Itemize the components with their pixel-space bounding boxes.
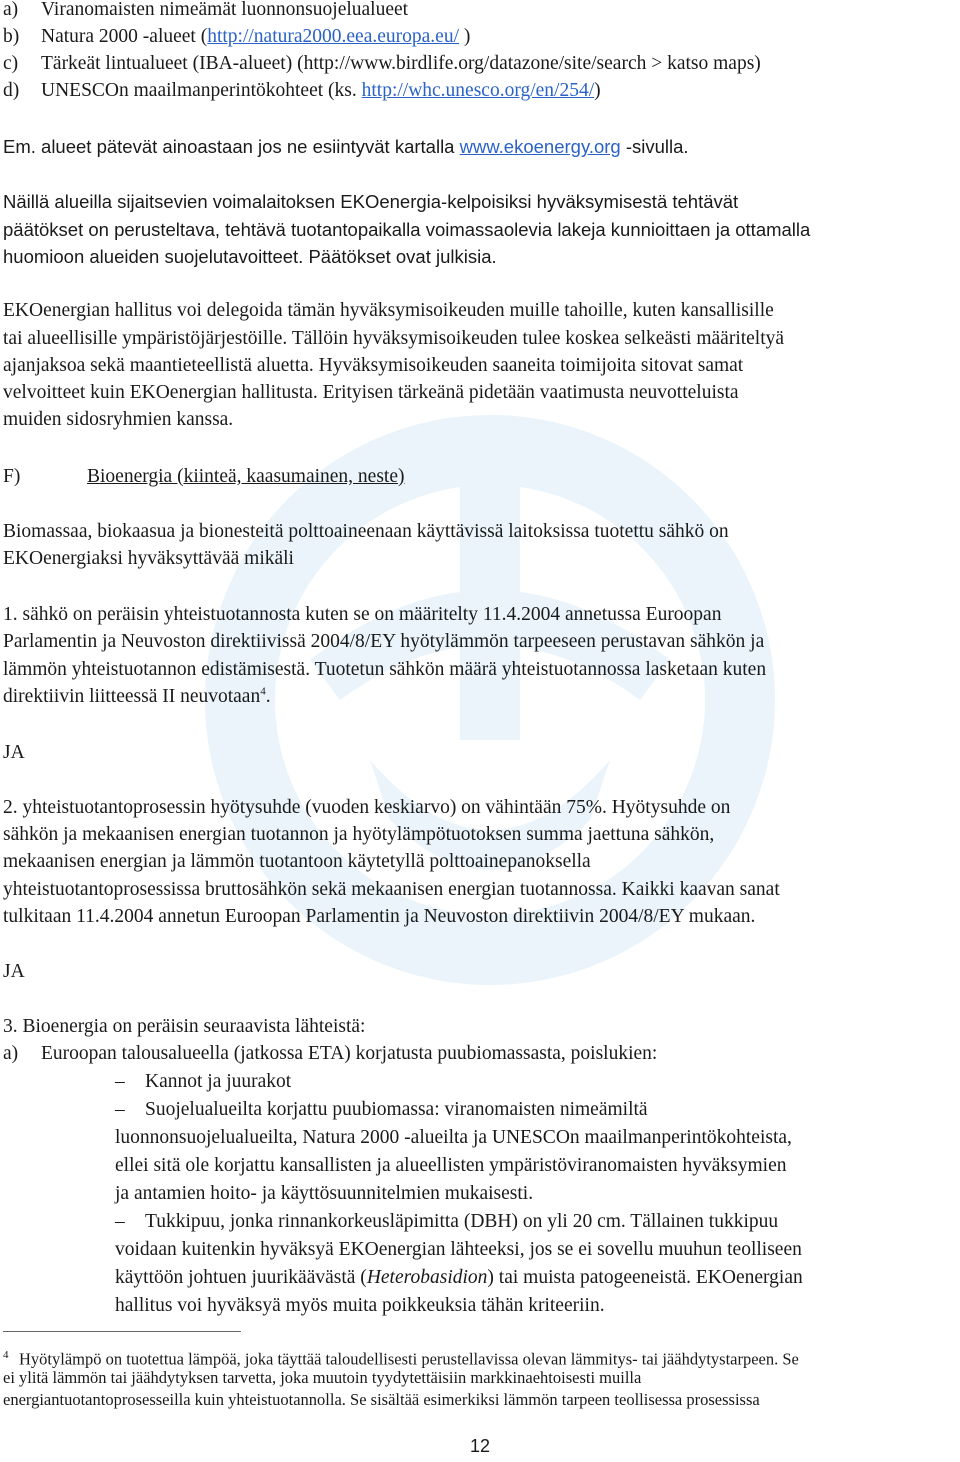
footnote-line: energiantuotantoprosesseilla kuin yhteistuotannolla. Se sisältää esimerkiksi lämmön tarpeen teollisessa prosessissa bbox=[3, 1390, 760, 1409]
exclusion-line: luonnonsuojelualueilta, Natura 2000 -alueilta ja UNESCOn maailmanperintökohteista, bbox=[115, 1127, 792, 1148]
para2-line: tai alueellisille ympäristöjärjestöille. Tällöin hyväksymisoikeuden tulee koskea selkeästi määriteltyä bbox=[3, 328, 785, 349]
para1-line: Näillä alueilla sijaitsevien voimalaitoksen EKOenergia-kelpoisiksi hyväksymisestä tehtävät bbox=[3, 191, 739, 212]
exclusion-line: ellei sitä ole korjattu kansallisten ja alueellisten ympäristöviranomaisten hyväksymien bbox=[115, 1155, 787, 1176]
exclusion-item: – Kannot ja juurakot bbox=[115, 1071, 292, 1092]
footnote-ref[interactable]: 4 bbox=[260, 685, 266, 698]
ekoenergy-link[interactable]: www.ekoenergy.org bbox=[459, 136, 621, 157]
para2-line: muiden sidosryhmien kanssa. bbox=[3, 409, 234, 430]
item1-line: 1. sähkö on peräisin yhteistuotannosta kuten se on määritelty 11.4.2004 annetussa Euroopan bbox=[3, 604, 722, 625]
footnote-line: ei ylitä lämmön tai jäähdytyksen tarvetta, joka muutoin tyydytettäisiin markkinaehtoisesti muilla bbox=[3, 1368, 642, 1387]
item2-line: mekaanisen energian ja lämmön tuotantoon käytetyllä polttoainepanoksella bbox=[3, 851, 591, 872]
list-item-c: c) Tärkeät lintualueet (IBA-alueet) (http://www.birdlife.org/datazone/site/search > katso maps) bbox=[3, 53, 761, 74]
para2-line: EKOenergian hallitus voi delegoida tämän hyväksymisoikeuden muille tahoille, kuten kansallisille bbox=[3, 300, 774, 321]
list-item-d: d) UNESCOn maailmanperintökohteet (ks. http://whc.unesco.org/en/254/) bbox=[3, 80, 601, 101]
exclusion-line: hallitus voi hyväksyä myös muita poikkeuksia tähän kriteeriin. bbox=[115, 1295, 605, 1316]
item1-line: lämmön yhteistuotannon edistämisestä. Tuotetun sähkön määrä yhteistuotannossa lasketaan kuten bbox=[3, 659, 767, 680]
ja-connector: JA bbox=[3, 742, 25, 763]
item2-line: yhteistuotantoprosessissa bruttosähkön sekä mekaanisen energian tuotannossa. Kaikki kaavan sanat bbox=[3, 879, 780, 900]
list-item-b: b) Natura 2000 -alueet (http://natura2000.eea.europa.eu/ ) bbox=[3, 26, 471, 47]
exclusion-item: – Suojelualueilta korjattu puubiomassa: viranomaisten nimeämiltä bbox=[115, 1099, 648, 1120]
exclusion-item: – Tukkipuu, jonka rinnankorkeusläpimitta (DBH) on yli 20 cm. Tällainen tukkipuu bbox=[115, 1211, 779, 1232]
item1-line: Parlamentin ja Neuvoston direktiivissä 2004/8/EY hyötylämmön tarpeeseen perustavan sähkön ja bbox=[3, 631, 765, 652]
item3-a: a) Euroopan talousalueella (jatkossa ETA) korjatusta puubiomassasta, poislukien: bbox=[3, 1043, 658, 1064]
para1-line: huomioon alueiden suojelutavoitteet. Päätökset ovat julkisia. bbox=[3, 246, 497, 267]
page-number: 12 bbox=[469, 1436, 491, 1456]
item2-line: 2. yhteistuotantoprosessin hyötysuhde (vuoden keskiarvo) on vähintään 75%. Hyötysuhde on bbox=[3, 797, 731, 818]
para2-line: velvoitteet kuin EKOenergian hallitusta. Erityisen tärkeänä pidetään vaatimusta neuvotteluista bbox=[3, 382, 739, 403]
item2-line: sähkön ja mekaanisen energian tuotannon ja hyötylämpötuotoksen summa jaettuna sähkön, bbox=[3, 824, 715, 845]
item1-line: direktiivin liitteessä II neuvotaan$^4$. bbox=[3, 685, 271, 707]
footnote-divider bbox=[3, 1331, 241, 1332]
exclusion-line: käyttöön johtuen juurikäävästä (Heterobasidion) tai muista patogeeneistä. EKOenergian bbox=[115, 1267, 803, 1288]
para1-line: päätökset on perusteltava, tehtävä tuotantopaikalla voimassaolevia lakeja kunnioittaen ja ottamalla bbox=[3, 219, 811, 240]
section-heading-f: F) Bioenergia (kiinteä, kaasumainen, neste) bbox=[3, 466, 405, 487]
item3-title: 3. Bioenergia on peräisin seuraavista lähteistä: bbox=[3, 1016, 366, 1037]
para3-line: EKOenergiaksi hyväksyttävää mikäli bbox=[3, 548, 294, 569]
ja-connector: JA bbox=[3, 961, 25, 982]
natura2000-link[interactable]: http://natura2000.eea.europa.eu/ bbox=[207, 26, 459, 47]
item2-line: tulkitaan 11.4.2004 annetun Euroopan Parlamentin ja Neuvoston direktiivin 2004/8/EY mukaan. bbox=[3, 906, 756, 927]
footnote-line: 4 Hyötylämpö on tuotettua lämpöä, joka täyttää taloudellisesti perustellavissa olevan lämmitys- tai jäähdytystarpeen. Se bbox=[3, 1349, 799, 1369]
list-item-a: a) Viranomaisten nimeämät luonnonsuojelualueet bbox=[3, 0, 409, 20]
exclusion-line: voidaan kuitenkin hyväksyä EKOenergian lähteeksi, jos se ei sovellu muuhun teolliseen bbox=[115, 1239, 802, 1260]
para3-line: Biomassaa, biokaasua ja bionesteitä polttoaineenaan käyttävissä laitoksissa tuotettu sähkö on bbox=[3, 521, 729, 542]
areas-note: Em. alueet pätevät ainoastaan jos ne esiintyvät kartalla www.ekoenergy.org -sivulla. bbox=[3, 136, 689, 157]
para2-line: ajanjaksoa sekä maantieteellistä aluetta. Hyväksymisoikeuden saaneita toimijoita sitovat samat bbox=[3, 355, 744, 376]
unesco-link[interactable]: http://whc.unesco.org/en/254/ bbox=[361, 80, 595, 101]
exclusion-line: ja antamien hoito- ja käyttösuunnitelmien mukaisesti. bbox=[115, 1183, 534, 1204]
